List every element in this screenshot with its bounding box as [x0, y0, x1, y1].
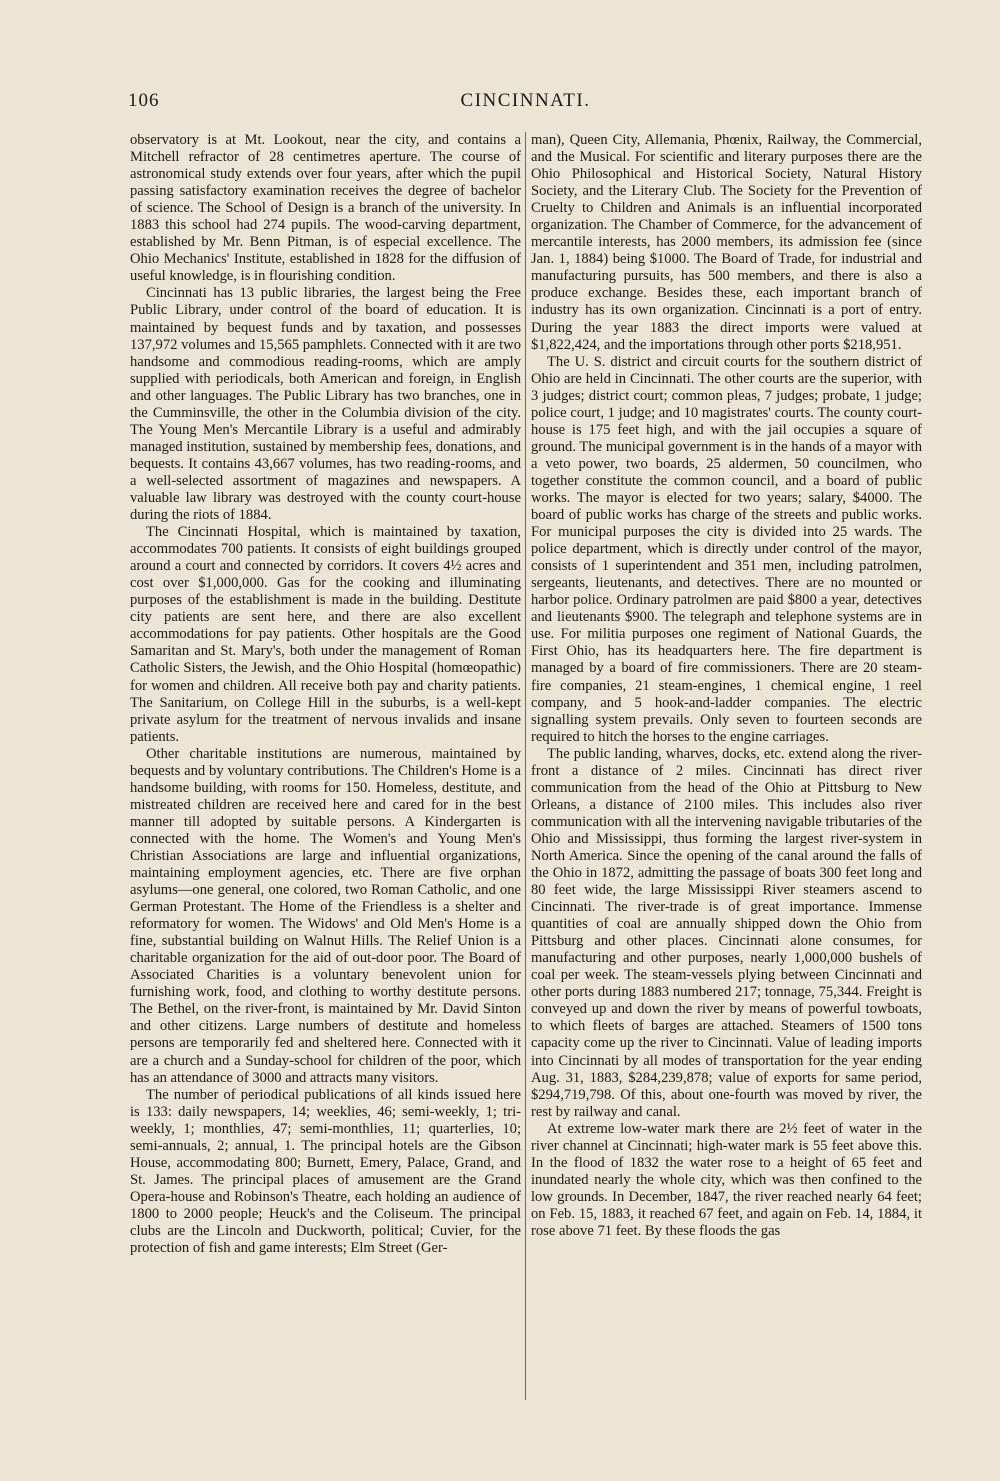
- paragraph: The public landing, wharves, docks, etc. extend along the river-front a distance of 2 miles. Cincinnati has direct river communication from the head of the Ohio at Pittsburg to New Orleans, a distance of 2100 miles. This includes also river communication with all the intervening navigable tributaries of the Ohio and Mississippi, thus forming the largest river-system in North America. Since the opening of the canal around the falls of the Ohio in 1872, admitting the passage of boats 300 feet long and 80 feet wide, the large Mississippi River steamers ascend to Cincinnati. The river-trade is of great importance. Immense quantities of coal are annually shipped down the Ohio from Pittsburg and other places. Cincinnati alone consumes, for manufacturing and other purposes, nearly 1,000,000 bushels of coal per week. The steam-vessels plying between Cincinnati and other ports during 1883 numbered 217; tonnage, 75,344. Freight is conveyed up and down the river by means of powerful towboats, to which fleets of barges are attached. Steamers of 1500 tons capacity come up the river to Cincinnati. Value of leading imports into Cincinnati by all modes of transportation for the year ending Aug. 31, 1883, $284,239,878; value of exports for same period, $294,719,798. Of this, about one-fourth was moved by river, the rest by railway and canal.: [531, 745, 922, 1120]
- paragraph: man), Queen City, Allemania, Phœnix, Railway, the Commercial, and the Musical. For scientific and literary purposes there are the Ohio Philosophical and Historical Society, Natural History Society, and the Literary Club. The Society for the Prevention of Cruelty to Children and Animals is an influential incorporated organization. The Chamber of Commerce, for the advancement of mercantile interests, has 2000 members, its admission fee (since Jan. 1, 1884) being $1000. The Board of Trade, for industrial and manufacturing pursuits, has 500 members, and there is also a produce exchange. Besides these, each important branch of industry has its own organization. Cincinnati is a port of entry. During the year 1883 the direct imports were valued at $1,822,424, and the importations through other ports $218,951.: [531, 132, 922, 353]
- paragraph: The Cincinnati Hospital, which is maintained by taxation, accommodates 700 patients. It consists of eight buildings grouped around a court and connected by corridors. It covers 4½ acres and cost over $1,000,000. Gas for the cooking and illuminating purposes of the establishment is made in the building. Destitute city patients are sent here, and there are also excellent accommodations for pay patients. Other hospitals are the Good Samaritan and St. Mary's, both under the management of Roman Catholic Sisters, the Jewish, and the Ohio Hospital (homœopathic) for women and children. All receive both pay and charity patients. The Sanitarium, on College Hill in the suburbs, is a well-kept private asylum for the treatment of nervous invalids and insane patients.: [130, 524, 521, 745]
- page-header: [128, 90, 923, 120]
- paragraph: The number of periodical publications of all kinds issued here is 133: daily newspapers, 14; weeklies, 46; semi-weekly, 1; tri-weekly, 1; monthlies, 47; semi-monthlies, 11; quarterlies, 10; semi-annuals, 2; annual, 1. The principal hotels are the Gibson House, accommodating 800; Burnett, Emery, Palace, Grand, and St. James. The principal places of amusement are the Grand Opera-house and Robinson's Theatre, each holding an audience of 1800 to 2000 people; Heuck's and the Coliseum. The principal clubs are the Lincoln and Duckworth, political; Cuvier, for the protection of fish and game interests; Elm Street (Ger-: [130, 1086, 521, 1257]
- paragraph: Cincinnati has 13 public libraries, the largest being the Free Public Library, under control of the board of education. It is maintained by bequest funds and by taxation, and possesses 137,972 volumes and 15,565 pamphlets. Connected with it are two handsome and commodious reading-rooms, which are amply supplied with periodicals, both American and foreign, in English and other languages. The Public Library has two branches, one in the Cumminsville, the other in the Columbia division of the city. The Young Men's Mercantile Library is a useful and admirably managed institution, sustained by membership fees, donations, and bequests. It contains 43,667 volumes, has two reading-rooms, and a well-selected assortment of magazines and newspapers. A valuable law library was destroyed with the county court-house during the riots of 1884.: [130, 285, 521, 524]
- paragraph: observatory is at Mt. Lookout, near the city, and contains a Mitchell refractor of 28 centimetres aperture. The course of astronomical study extends over four years, after which the pupil passing satisfactory examination receives the degree of bachelor of science. The School of Design is a branch of the university. In 1883 this school had 274 pupils. The wood-carving department, established by Mr. Benn Pitman, is of especial excellence. The Ohio Mechanics' Institute, established in 1828 for the diffusion of useful knowledge, is in flourishing condition.: [130, 132, 521, 285]
- paragraph: At extreme low-water mark there are 2½ feet of water in the river channel at Cincinnati; high-water mark is 55 feet above this. In the flood of 1832 the water rose to a height of 65 feet and inundated nearly the whole city, which was then confined to the low grounds. In December, 1847, the river reached nearly 64 feet; on Feb. 15, 1883, it reached 67 feet, and again on Feb. 14, 1884, it rose above 71 feet. By these floods the gas: [531, 1120, 922, 1239]
- left-column: [130, 132, 521, 1412]
- right-column: [531, 132, 922, 1412]
- column-divider: [525, 132, 526, 1400]
- page-number: 106: [128, 90, 160, 111]
- paragraph: Other charitable institutions are numerous, maintained by bequests and by voluntary contributions. The Children's Home is a handsome building, with rooms for 150. Homeless, destitute, and mistreated children are received here and cared for in the best manner till adopted by suitable persons. A Kindergarten is connected with the home. The Women's and Young Men's Christian Associations are large and influential organizations, maintaining employment agencies, etc. There are five orphan asylums—one general, one colored, two Roman Catholic, and one German Protestant. The Home of the Friendless is a shelter and reformatory for women. The Widows' and Old Men's Home is a fine, substantial building on Walnut Hills. The Relief Union is a charitable organization for the aid of out-door poor. The Board of Associated Charities is a voluntary benevolent union for furnishing work, food, and clothing to worthy destitute persons. The Bethel, on the river-front, is maintained by Mr. David Sinton and other citizens. Large numbers of destitute and homeless persons are temporarily fed and sheltered here. Connected with it are a church and a Sunday-school for children of the poor, which has an attendance of 3000 and attracts many visitors.: [130, 745, 521, 1086]
- running-head: CINCINNATI.: [460, 90, 591, 111]
- paragraph: The U. S. district and circuit courts for the southern district of Ohio are held in Cincinnati. The other courts are the superior, with 3 judges; district court; common pleas, 7 judges; probate, 1 judge; police court, 1 judge; and 10 magistrates' courts. The county court-house is 175 feet high, and with the jail occupies a square of ground. The municipal government is in the hands of a mayor with a veto power, two boards, 25 aldermen, 50 councilmen, who together constitute the common council, and a board of public works. The mayor is elected for two years; salary, $4000. The board of public works has charge of the streets and public works. For municipal purposes the city is divided into 25 wards. The police department, which is directly under control of the mayor, consists of 1 superintendent and 351 men, including patrolmen, sergeants, lieutenants, and detectives. There are no mounted or harbor police. Ordinary patrolmen are paid $800 a year, detectives and lieutenants $900. The telegraph and telephone systems are in use. For militia purposes one regiment of National Guards, the First Ohio, has its headquarters here. The fire department is managed by a board of fire commissioners. There are 20 steam-fire companies, 21 steam-engines, 1 chemical engine, 1 reel company, and 5 hook-and-ladder companies. The electric signalling system prevails. Only seven to fourteen seconds are required to hitch the horses to the engine carriages.: [531, 353, 922, 745]
